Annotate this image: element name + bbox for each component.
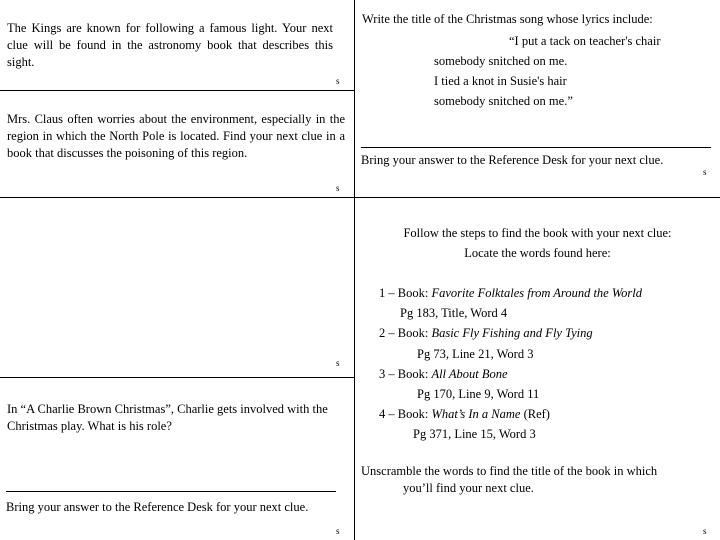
step-book: 4 – Book: What’s In a Name (Ref): [379, 407, 550, 422]
blank-card-mark: s: [336, 358, 340, 368]
card-blank: [0, 198, 355, 378]
step-book: 2 – Book: Basic Fly Fishing and Fly Tying: [379, 326, 593, 341]
lyric-line: somebody snitched on me.”: [434, 94, 573, 108]
song-prompt: Write the title of the Christmas song whose lyrics include:: [362, 12, 653, 26]
step-location: Pg 183, Title, Word 4: [400, 306, 508, 321]
charlie-mark: s: [336, 526, 340, 536]
charlie-brown-clue-text: In “A Charlie Brown Christmas”, Charlie gets involved with the Christmas play. What is his role?: [7, 402, 328, 433]
lyric-line: “I put a tack on teacher's chair: [509, 34, 661, 48]
unscramble-line: you’ll find your next clue.: [403, 481, 534, 495]
step-book: 3 – Book: All About Bone: [379, 366, 508, 381]
book-title: What’s In a Name: [431, 407, 521, 422]
step-book: 1 – Book: Favorite Folktales from Around the World: [379, 286, 642, 300]
book-title: All About Bone: [431, 366, 508, 381]
book-steps-mark: s: [703, 526, 707, 536]
song-answer-instruction: Bring your answer to the Reference Desk for your next clue.: [361, 153, 664, 167]
step-location: Pg 170, Line 9, Word 11: [417, 387, 540, 402]
intro-line: Follow the steps to find the book with your next clue:: [403, 226, 672, 240]
intro-line: Locate the words found here:: [464, 246, 611, 260]
charlie-answer-line[interactable]: [6, 491, 336, 492]
book-steps-list: [379, 283, 714, 445]
charlie-answer-instruction: Bring your answer to the Reference Desk for your next clue.: [6, 500, 309, 514]
lyric-line: somebody snitched on me.: [434, 54, 568, 68]
unscramble-instruction: [361, 463, 711, 497]
song-answer-line[interactable]: [361, 147, 711, 148]
book-title: Basic Fly Fishing and Fly Tying: [431, 326, 593, 341]
lyric-line: I tied a knot in Susie's hair: [434, 74, 567, 88]
step-location: Pg 73, Line 21, Word 3: [417, 346, 534, 361]
step-location: Pg 371, Line 15, Word 3: [413, 427, 536, 442]
mrs-claus-clue-text: Mrs. Claus often worries about the environment, especially in the region in which the North Pole is located. Find your next clue in a book that discusses the poisoning of this region.: [7, 112, 345, 160]
kings-clue-text: The Kings are known for following a famous light. Your next clue will be found in the astronomy book that describes this sight.: [7, 21, 333, 69]
book-steps-intro: [355, 223, 720, 263]
song-mark: s: [703, 167, 707, 177]
book-title: Favorite Folktales from Around the World: [431, 286, 642, 300]
mrs-claus-mark: s: [336, 183, 340, 193]
unscramble-line: Unscramble the words to find the title of the book in which: [361, 464, 658, 478]
kings-mark: s: [336, 76, 340, 86]
song-lyrics: [362, 31, 712, 111]
